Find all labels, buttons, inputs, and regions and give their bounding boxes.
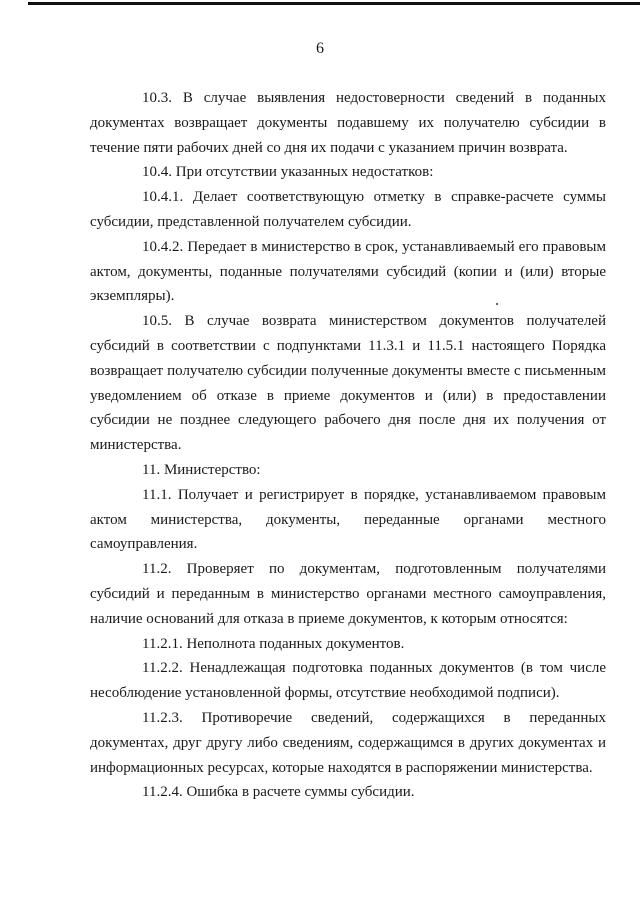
paragraph-11-2: 11.2. Проверяет по документам, подготовленным получателями субсидий и переданным в министерство органами местного самоуправления, наличие оснований для отказа в приеме документов, к которым относятся: [90, 561, 606, 627]
paragraph-10-3: 10.3. В случае выявления недостоверности сведений в поданных документах возвращает документы подавшему их получателю субсидии в течение пяти рабочих дней со дня их подачи с указанием причин возврата. [90, 90, 606, 156]
paragraph-11-2-3: 11.2.3. Противоречие сведений, содержащихся в переданных документах, друг другу либо сведениям, содержащимся в других документах и информационных ресурсах, которые находятся в распоряжении министерства. [90, 709, 606, 776]
paragraph-11-2-4: 11.2.4. Ошибка в расчете суммы субсидии. [142, 784, 415, 801]
paragraph-11-1: 11.1. Получает и регистрирует в порядке, устанавливаемом правовым актом министерства, документы, переданные органами местного самоуправления. [90, 486, 606, 553]
paragraph-11-2-1: 11.2.1. Неполнота поданных документов. [142, 635, 405, 652]
page-number: 6 [316, 40, 324, 57]
paragraph-10-4-1: 10.4.1. Делает соответствующую отметку в справке-расчете суммы субсидии, представленной получателем субсидии. [90, 189, 606, 230]
paragraph-10-4-2: 10.4.2. Передает в министерство в срок, устанавливаемый его правовым актом, документы, поданные получателями субсидий (копии и (или) вторые экземпляры). [90, 238, 606, 305]
document-body [90, 86, 606, 805]
paragraph-10-5: 10.5. В случае возврата министерством документов получателей субсидий в соответствии с подпунктами 11.3.1 и 11.5.1 настоящего Порядка возвращает получателю субсидии полученные документы вместе с письменным уведомлением об отказе в приеме документов и (или) в предоставлении субсидии не позднее следующего рабочего дня после дня их получения от министерства. [90, 313, 606, 454]
paragraph-11: 11. Министерство: [142, 461, 261, 478]
top-border-line [28, 2, 640, 5]
paragraph-11-2-2: 11.2.2. Ненадлежащая подготовка поданных документов (в том числе несоблюдение установленной формы, отсутствие необходимой подписи). [90, 660, 606, 702]
paragraph-10-4: 10.4. При отсутствии указанных недостатков: [142, 164, 434, 181]
